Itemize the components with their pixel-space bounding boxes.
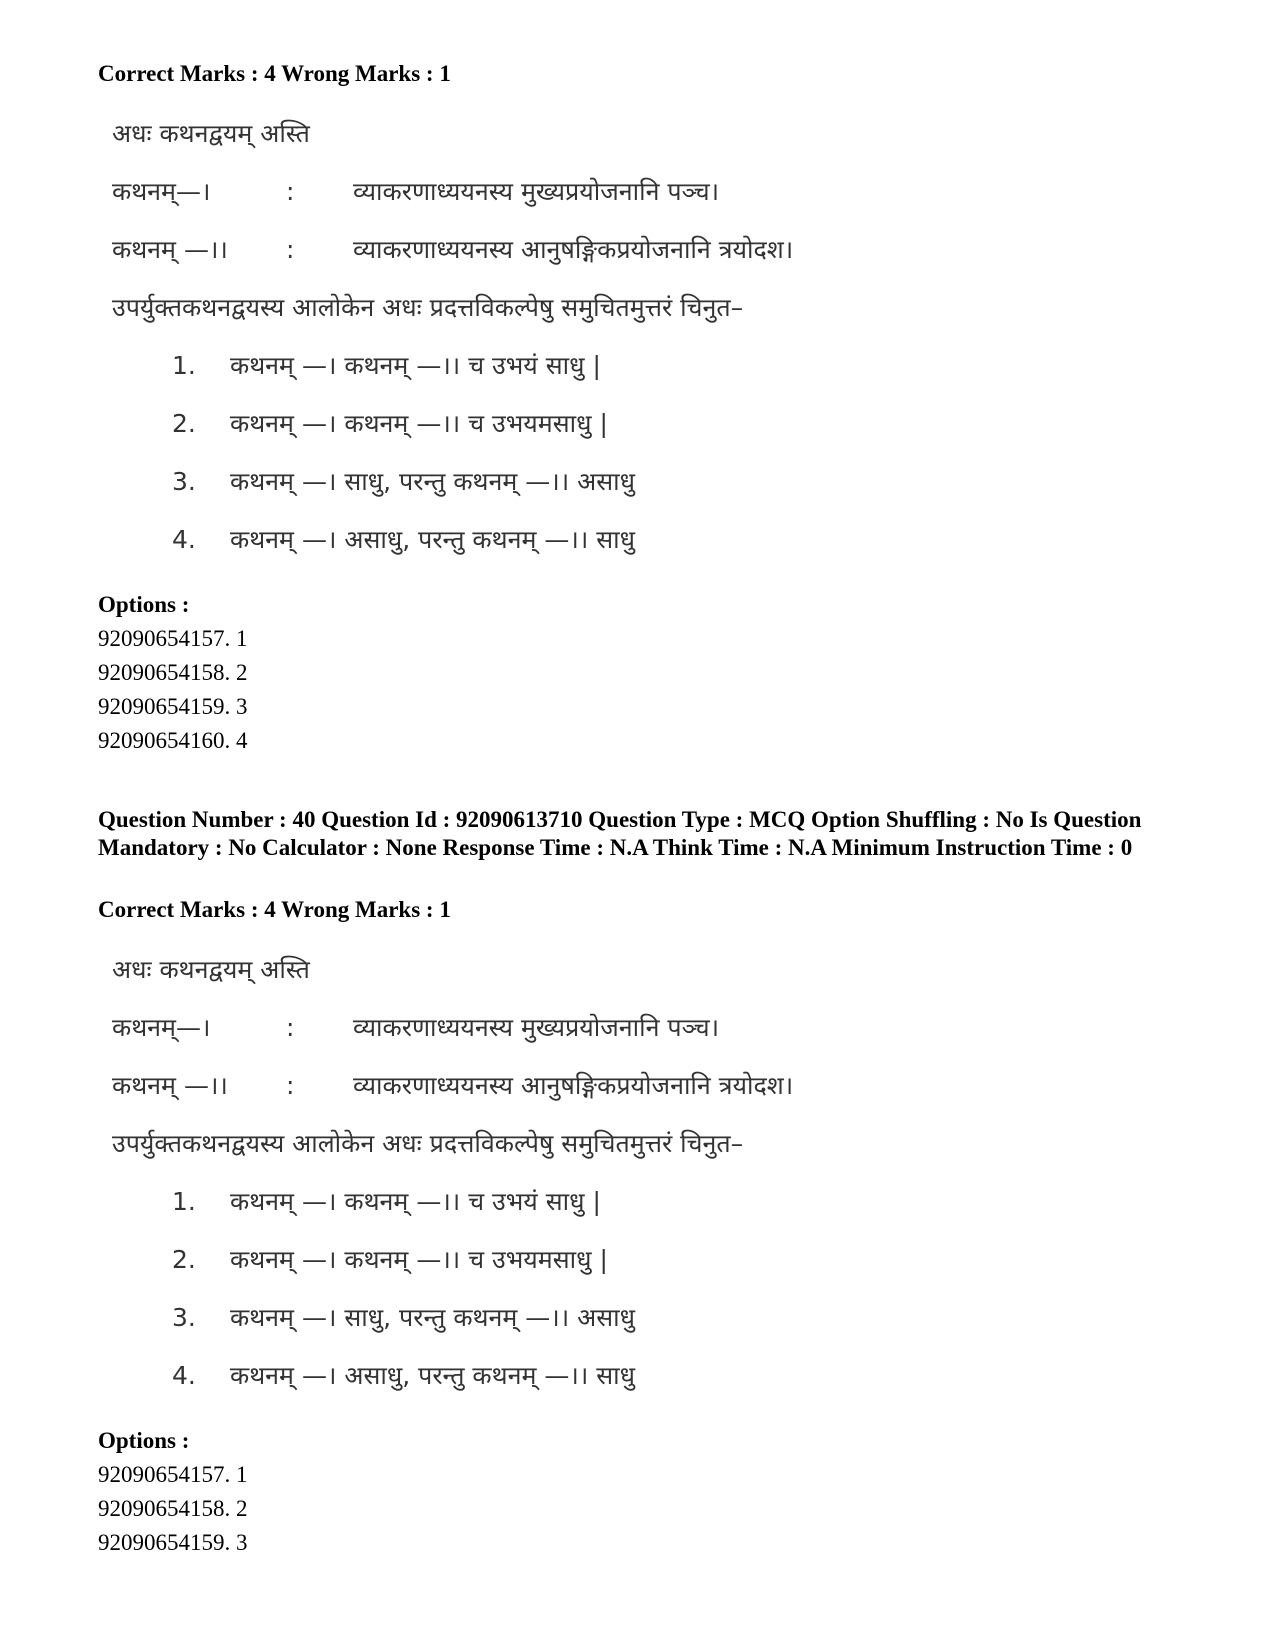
choice-text: कथनम् —। असाधु, परन्तु कथनम् —।। साधु [230,1361,636,1390]
choice-number: 1. [172,351,196,380]
choice-number: 3. [172,467,196,496]
choice-text: कथनम् —। कथनम् —।। च उभयमसाधु | [230,1245,608,1274]
choice-number: 4. [172,1361,196,1390]
option-row: 92090654159. 3 [98,694,248,719]
choice-text: कथनम् —। कथनम् —।। च उभयं साधु | [230,351,601,380]
option-row: 92090654158. 2 [98,1496,248,1521]
question-prompt: उपर्युक्तकथनद्वयस्य आलोकेन अधः प्रदत्तविकल्पेषु समुचितमुत्तरं चिनुत– [112,1129,744,1158]
choice-text: कथनम् —। कथनम् —।। च उभयं साधु | [230,1187,601,1216]
statement-2-label: कथनम् —।। [112,235,228,264]
statement-1-text: व्याकरणाध्ययनस्य मुख्यप्रयोजनानि पञ्च। [353,1013,720,1042]
choice-text: कथनम् —। कथनम् —।। च उभयमसाधु | [230,409,608,438]
choice-number: 2. [172,1245,196,1274]
choice-number: 3. [172,1303,196,1332]
statement-1-text: व्याकरणाध्ययनस्य मुख्यप्रयोजनानि पञ्च। [353,177,720,206]
statement-2-text: व्याकरणाध्ययनस्य आनुषङ्गिकप्रयोजनानि त्रयोदश। [353,235,794,264]
choice-number: 4. [172,525,196,554]
statement-1-label: कथनम्—। [112,177,211,206]
choice-text: कथनम् —। साधु, परन्तु कथनम् —।। असाधु [230,467,636,496]
intro-text: अधः कथनद्वयम् अस्ति [112,955,310,984]
choice-number: 2. [172,409,196,438]
marks-line: Correct Marks : 4 Wrong Marks : 1 [98,897,451,922]
question-meta: Question Number : 40 Question Id : 92090613710 Question Type : MCQ Option Shuffling : No Is Question Mandatory : No Calculator : None Response Time : N.A Think Time : N.A Minimum Instruction Time : 0 [98,807,1142,860]
choice-text: कथनम् —। असाधु, परन्तु कथनम् —।। साधु [230,525,636,554]
option-row: 92090654160. 4 [98,728,248,753]
statement-1-label: कथनम्—। [112,1013,211,1042]
option-row: 92090654157. 1 [98,626,248,651]
statement-2-text: व्याकरणाध्ययनस्य आनुषङ्गिकप्रयोजनानि त्रयोदश। [353,1071,794,1100]
options-heading: Options : [98,1428,190,1453]
statement-1-colon: : [286,1013,295,1042]
statement-2-colon: : [286,235,295,264]
question-prompt: उपर्युक्तकथनद्वयस्य आलोकेन अधः प्रदत्तविकल्पेषु समुचितमुत्तरं चिनुत– [112,293,744,322]
options-heading: Options : [98,592,190,617]
choice-number: 1. [172,1187,196,1216]
option-row: 92090654159. 3 [98,1530,248,1555]
statement-2-label: कथनम् —।। [112,1071,228,1100]
statement-1-colon: : [286,177,295,206]
option-row: 92090654158. 2 [98,660,248,685]
marks-line: Correct Marks : 4 Wrong Marks : 1 [98,61,451,86]
intro-text: अधः कथनद्वयम् अस्ति [112,119,310,148]
option-row: 92090654157. 1 [98,1462,248,1487]
statement-2-colon: : [286,1071,295,1100]
choice-text: कथनम् —। साधु, परन्तु कथनम् —।। असाधु [230,1303,636,1332]
